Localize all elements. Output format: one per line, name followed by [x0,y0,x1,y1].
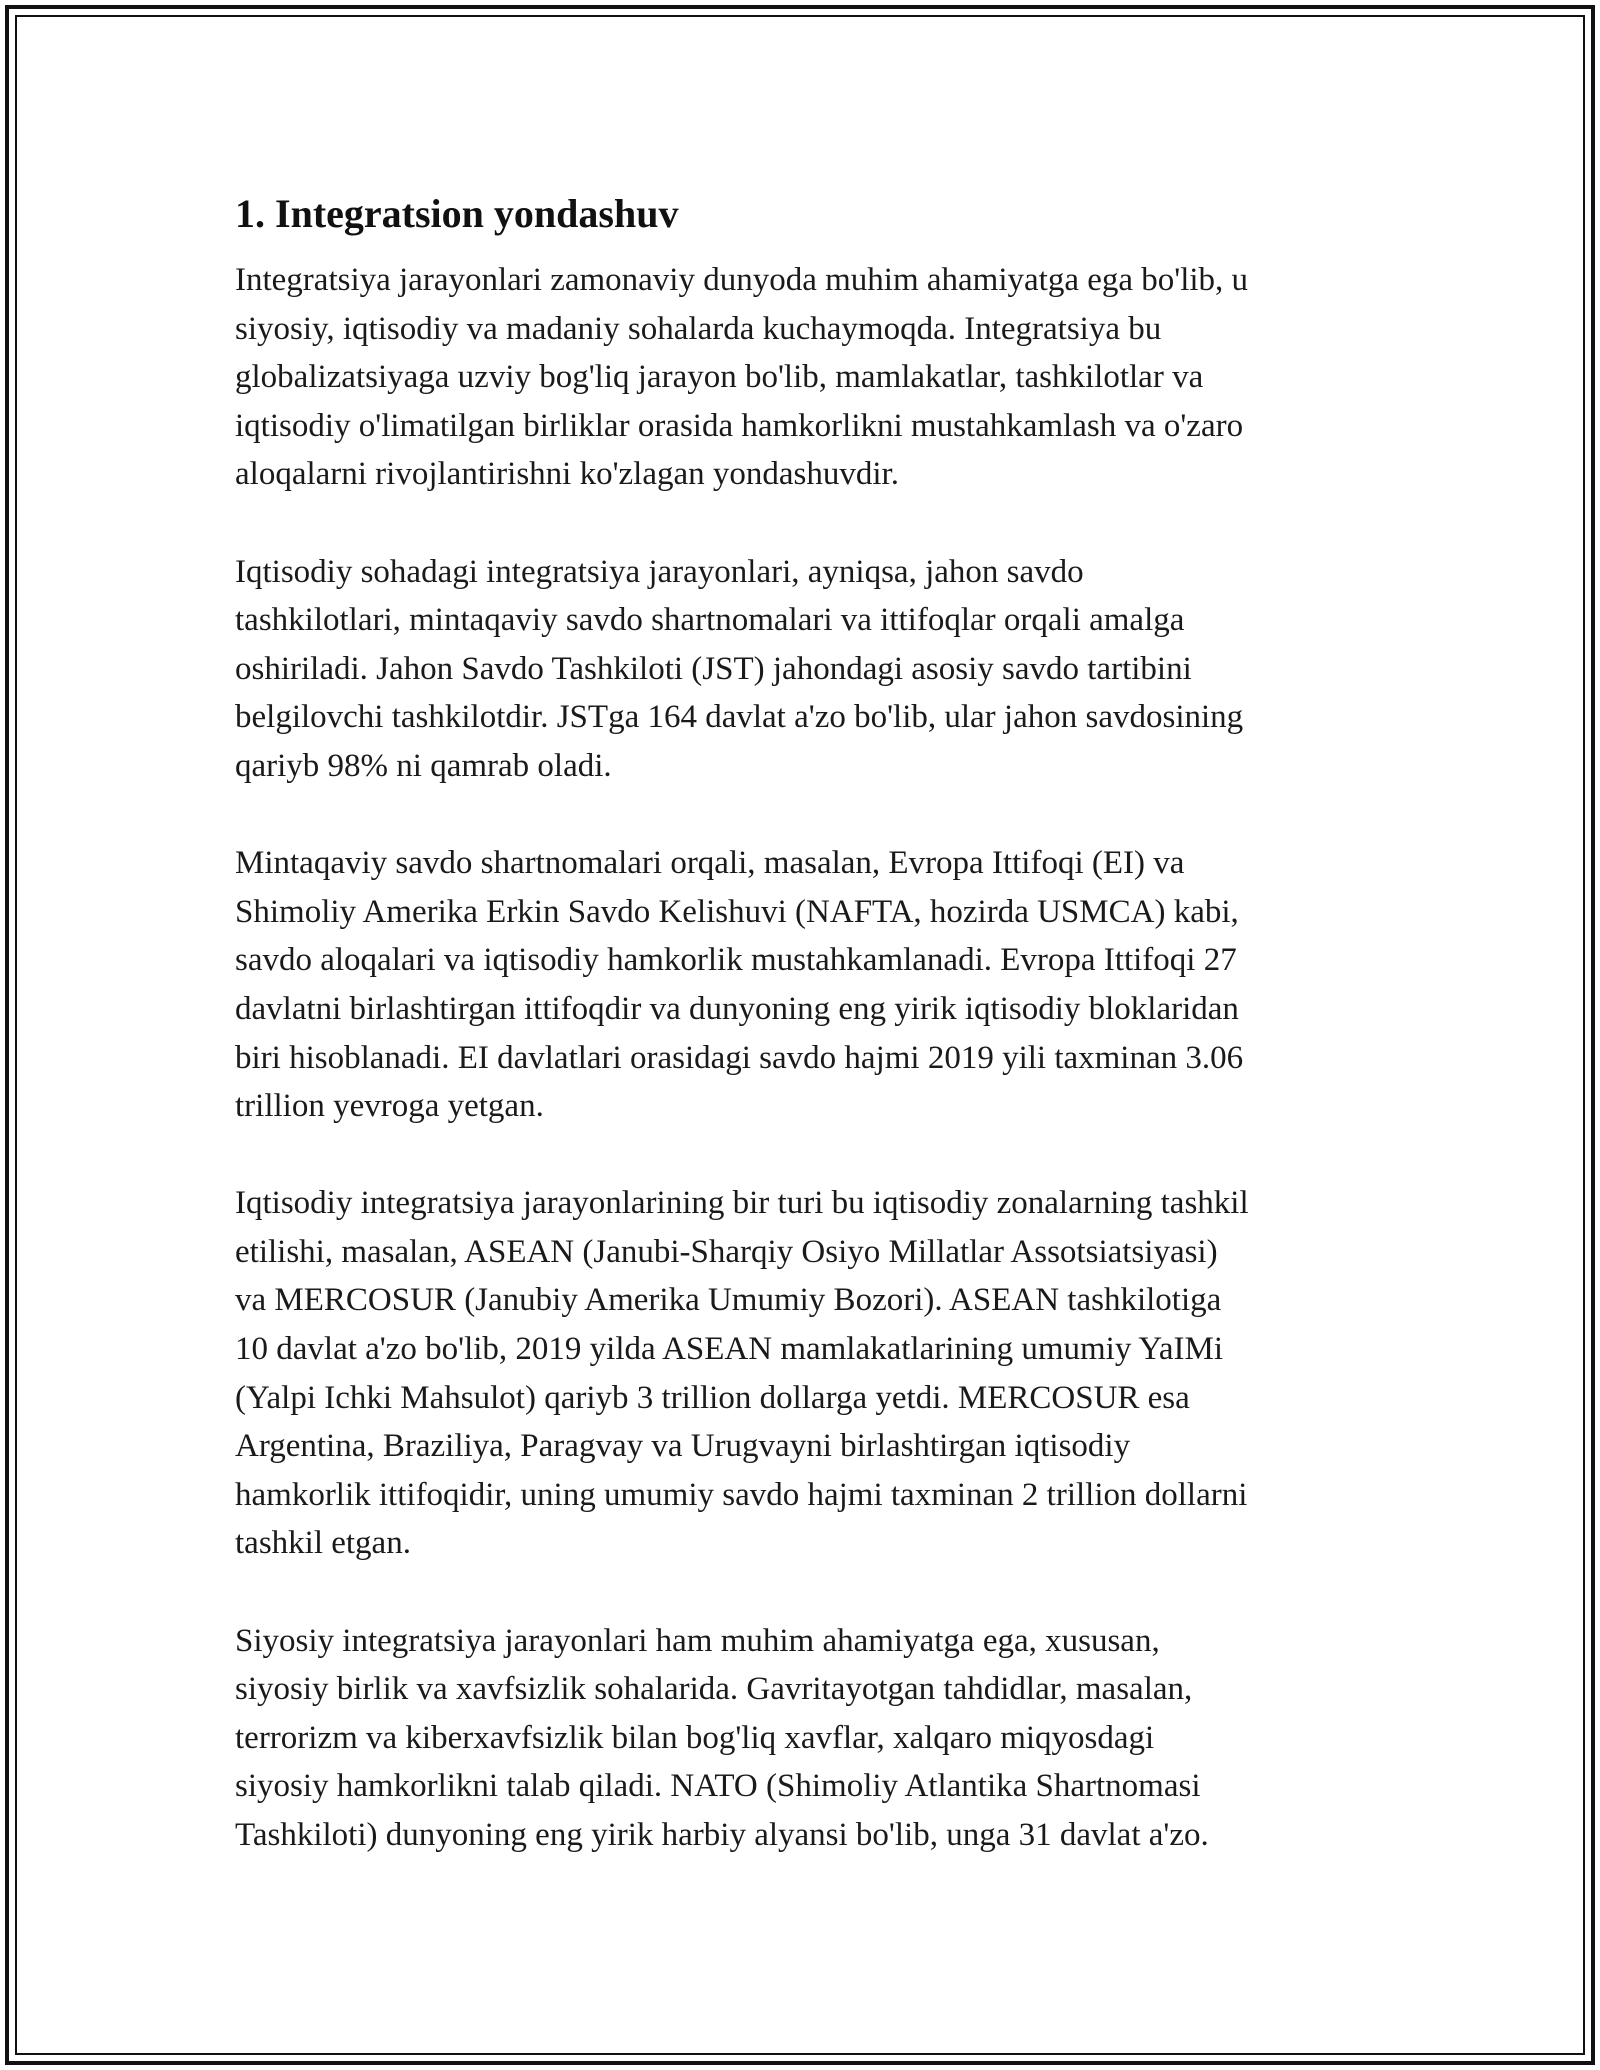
text-line: Integratsiya jarayonlari zamonaviy dunyoda muhim ahamiyatga ega bo'lib, u [235,262,1249,298]
text-line: biri hisoblanadi. EI davlatlari orasidagi savdo hajmi 2019 yili taxminan 3.06 [235,1039,1244,1076]
text-line: iqtisodiy o'limatilgan birliklar orasida hamkorlikni mustahkamlash va o'zaro [235,407,1244,444]
paragraph-economic-zones [235,1179,1365,1568]
text-line: etilishi, masalan, ASEAN (Janubi-Sharqiy Osiyo Millatlar Assotsiatsiyasi) [235,1233,1218,1270]
text-line: Tashkiloti) dunyoning eng yirik harbiy alyansi bo'lib, unga 31 davlat a'zo. [235,1817,1209,1853]
text-line: Iqtisodiy sohadagi integratsiya jarayonlari, ayniqsa, jahon savdo [235,553,1084,590]
text-line: aloqalarni rivojlantirishni ko'zlagan yondashuvdir. [235,456,899,493]
text-line: Iqtisodiy integratsiya jarayonlarining bir turi bu iqtisodiy zonalarning tashkil [235,1185,1249,1222]
text-line: trillion yevroga yetgan. [235,1088,544,1125]
text-line: (Yalpi Ichki Mahsulot) qariyb 3 trillion dollarga yetdi. MERCOSUR esa [235,1379,1190,1416]
text-line: va MERCOSUR (Janubiy Amerika Umumiy Bozori). ASEAN tashkilotiga [235,1282,1222,1319]
text-line: globalizatsiyaga uzviy bog'liq jarayon bo'lib, mamlakatlar, tashkilotlar va [235,359,1204,396]
text-line: 10 davlat a'zo bo'lib, 2019 yilda ASEAN mamlakatlarining umumiy YaIMi [235,1331,1224,1368]
text-line: hamkorlik ittifoqidir, uning umumiy savdo hajmi taxminan 2 trillion dollarni [235,1476,1248,1513]
text-line: terrorizm va kiberxavfsizlik bilan bog'liq xavflar, xalqaro miqyosdagi [235,1719,1155,1756]
paragraph-regional-agreements [235,839,1365,1131]
paragraph-integration-overview [235,256,1365,499]
text-line: qariyb 98% ni qamrab oladi. [235,747,612,784]
text-line: tashkilotlari, mintaqaviy savdo shartnomalari va ittifoqlar orqali amalga [235,602,1185,639]
text-line: tashkil etgan. [235,1525,411,1562]
text-line: oshiriladi. Jahon Savdo Tashkiloti (JST) jahondagi asosiy savdo tartibini [235,650,1192,687]
text-line: Shimoliy Amerika Erkin Savdo Kelishuvi (NAFTA, hozirda USMCA) kabi, [235,893,1239,930]
text-line: siyosiy hamkorlikni talab qiladi. NATO (Shimoliy Atlantika Shartnomasi [235,1768,1201,1805]
paragraph-economic-integration [235,548,1365,791]
text-line: Argentina, Braziliya, Paragvay va Urugvayni birlashtirgan iqtisodiy [235,1428,1131,1465]
text-line: Mintaqaviy savdo shartnomalari orqali, masalan, Evropa Ittifoqi (EI) va [235,845,1185,882]
text-line: savdo aloqalari va iqtisodiy hamkorlik mustahkamlanadi. Evropa Ittifoqi 27 [235,942,1237,979]
text-line: davlatni birlashtirgan ittifoqdir va dunyoning eng yirik iqtisodiy bloklaridan [235,990,1239,1027]
text-line: Siyosiy integratsiya jarayonlari ham muhim ahamiyatga ega, xususan, [235,1622,1160,1659]
paragraph-political-integration [235,1617,1365,1860]
text-line: siyosiy, iqtisodiy va madaniy sohalarda kuchaymoqda. Integratsiya bu [235,310,1162,347]
text-line: belgilovchi tashkilotdir. JSTga 164 davlat a'zo bo'lib, ular jahon savdosining [235,699,1244,736]
document-body [235,186,1365,1908]
text-line: siyosiy birlik va xavfsizlik sohalarida. Gavritayotgan tahdidlar, masalan, [235,1671,1193,1708]
section-heading: 1. Integratsion yondashuv [235,191,679,236]
